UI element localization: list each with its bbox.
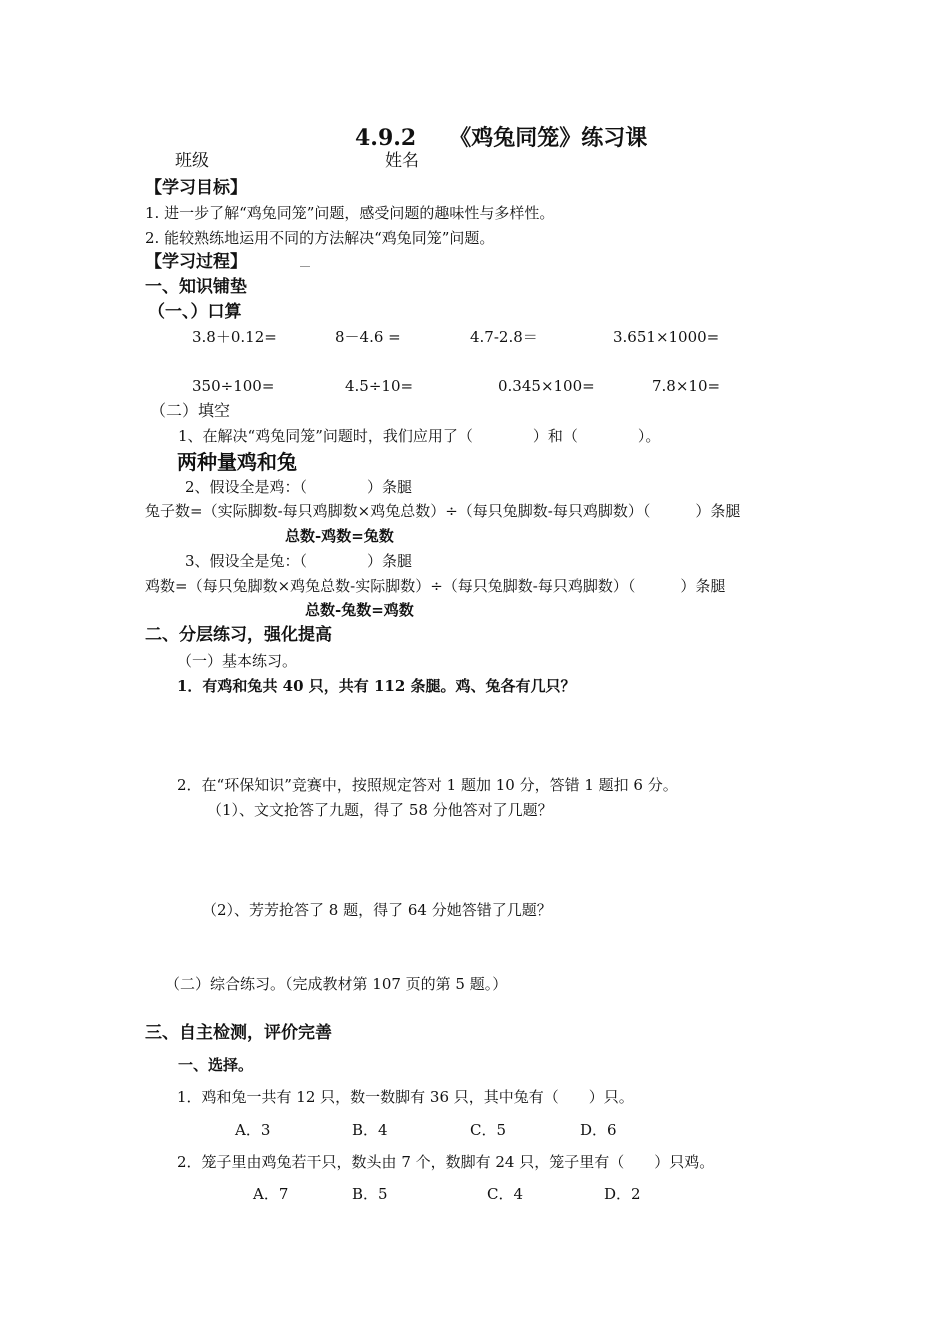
choice-option: B．4 <box>352 1121 388 1139</box>
choice-title: 一、选择。 <box>178 1056 254 1074</box>
goal-item-1: 1. 进一步了解“鸡兔同笼”问题，感受问题的趣味性与多样性。 <box>145 204 555 222</box>
choice-question-2: 2．笼子里由鸡兔若干只，数头由 7 个，数脚有 24 只，笼子里有（ ）只鸡。 <box>177 1153 715 1171</box>
oral-item: 7.8×10= <box>652 377 721 395</box>
oral-item: 4.7-2.8＝ <box>470 328 538 346</box>
oral-item: 350÷100= <box>192 377 275 395</box>
oral-item: 4.5÷10= <box>345 377 414 395</box>
choice-option: D．2 <box>604 1185 641 1203</box>
choice-question-1: 1．鸡和兔一共有 12 只，数一数脚有 36 只，其中兔有（ ）只。 <box>177 1088 634 1106</box>
choice-option: C．4 <box>487 1185 524 1203</box>
choice-option: A．7 <box>253 1185 289 1203</box>
question-2-2: （2）、芳芳抢答了 8 题，得了 64 分她答错了几题？ <box>202 901 552 919</box>
goal-item-2: 2. 能较熟练地运用不同的方法解决“鸡兔同笼”问题。 <box>145 229 495 247</box>
fill-formula-3: 鸡数=（每只兔脚数×鸡兔总数-实际脚数）÷（每只兔脚数-每只鸡脚数）（ ）条腿 <box>145 577 726 595</box>
question-2-1: （1）、文文抢答了九题，得了 58 分他答对了几题？ <box>207 801 553 819</box>
name-label: 姓名 <box>385 151 419 171</box>
question-2: 2．在“环保知识”竞赛中，按照规定答对 1 题加 10 分，答错 1 题扣 6 分。 <box>177 776 678 794</box>
fill-item-2: 2、假设全是鸡：（ ）条腿 <box>185 478 413 496</box>
section2-title: 二、分层练习，强化提高 <box>145 625 332 645</box>
choice-option: B．5 <box>352 1185 388 1203</box>
question-1: 1．有鸡和兔共 40 只，共有 112 条腿。鸡、兔各有几只？ <box>177 677 576 695</box>
oral-item: 3.651×1000= <box>613 328 720 346</box>
fill-note-2: 总数-鸡数=兔数 <box>285 527 394 545</box>
class-label: 班级 <box>175 151 209 171</box>
choice-option: D．6 <box>580 1121 617 1139</box>
oral-item: 8－4.6 = <box>335 328 401 346</box>
choice-option: A．3 <box>235 1121 271 1139</box>
fill-item-3: 3、假设全是兔：（ ）条腿 <box>185 552 413 570</box>
oral-item: 3.8＋0.12= <box>192 328 277 346</box>
oral-title: （一、）口算 <box>148 302 242 322</box>
page-title: 4.9.2 《鸡兔同笼》练习课 <box>355 125 648 151</box>
fill-formula-2: 兔子数=（实际脚数-每只鸡脚数×鸡兔总数）÷（每只兔脚数-每只鸡脚数）（ ）条腿 <box>145 502 741 520</box>
goals-header: 【学习目标】 <box>145 178 247 198</box>
fill-item-1: 1、在解决“鸡兔同笼”问题时，我们应用了（ ）和（ ）。 <box>178 427 661 445</box>
fill-note-3: 总数-兔数=鸡数 <box>305 601 414 619</box>
stray-mark <box>300 266 310 267</box>
choice-option: C．5 <box>470 1121 507 1139</box>
section3-title: 三、自主检测，评价完善 <box>145 1023 332 1043</box>
handwritten-answer: 两种量鸡和兔 <box>177 450 297 474</box>
process-header: 【学习过程】 <box>145 252 247 272</box>
oral-item: 0.345×100= <box>498 377 595 395</box>
fill-title: （二）填空 <box>150 401 231 420</box>
section1-title: 一、知识铺垫 <box>145 277 247 297</box>
comprehensive-practice: （二）综合练习。（完成教材第 107 页的第 5 题。） <box>165 975 508 993</box>
basic-title: （一）基本练习。 <box>177 652 298 670</box>
